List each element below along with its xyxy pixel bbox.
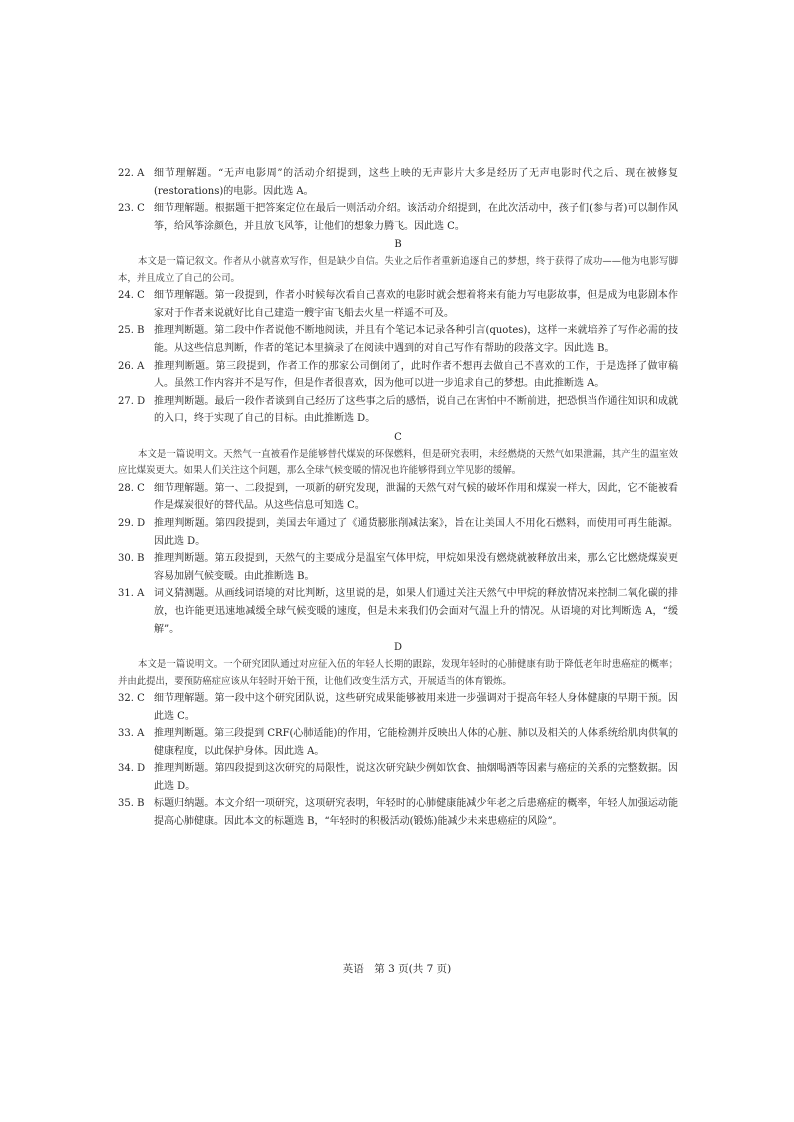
- answer-item: [118, 165, 678, 200]
- answer-item: [118, 795, 678, 830]
- answer-explanation: 推理判断题。第四段提到，美国去年通过了《通货膨胀削减法案》，旨在让美国人不用化石燃料，而使用可再生能源。因此选 D。: [154, 517, 678, 547]
- answer-explanation: 推理判断题。第三段提到，作者工作的那家公司倒闭了，此时作者不想再去做自己不喜欢的工作，于是选择了做审稿人。虽然工作内容并不是写作，但是作者很喜欢，因为他可以进一步追求自己的梦想。由此推断选 A。: [154, 360, 678, 390]
- answer-number: 34. D: [118, 763, 146, 775]
- answer-number: 35. B: [118, 798, 145, 810]
- answer-item: [118, 585, 678, 638]
- answer-number: 29. D: [118, 517, 146, 529]
- answer-item: [118, 725, 678, 760]
- answer-number: 25. B: [118, 325, 145, 337]
- answer-explanation: 细节理解题。“无声电影周”的活动介绍提到，这些上映的无声影片大多是经历了无声电影时代之后、现在被修复(restorations)的电影。因此选 A。: [154, 168, 678, 197]
- answer-number: 32. C: [118, 692, 145, 704]
- answer-number: 33. A: [118, 728, 145, 740]
- section-heading-d: D: [393, 642, 403, 654]
- answer-number: 28. C: [118, 482, 145, 494]
- section-heading-c: C: [394, 431, 402, 443]
- section-heading-b: B: [394, 239, 402, 251]
- answer-content: [118, 165, 678, 831]
- answer-item: [118, 322, 678, 357]
- answer-explanation: 标题归纳题。本文介绍一项研究，这项研究表明，年轻时的心肺健康能减少年老之后患癌症的概率，年轻人加强运动能提高心肺健康。因此本文的标题选 B，“年轻时的积极活动(锻炼)能减少未来患癌症的风险”。: [154, 798, 678, 828]
- answer-item: [118, 480, 678, 515]
- section-intro-d: 本文是一篇说明文。一个研究团队通过对应征入伍的年轻人长期的跟踪，发现年轻时的心肺健康有助于降低老年时患癌症的概率；并由此提出，要预防癌症应该从年轻时开始干预，让他们改变生活方式，开展适当的体育锻炼。: [118, 659, 678, 687]
- answer-item: [118, 550, 678, 585]
- answer-number: 23. C: [118, 203, 145, 215]
- answer-explanation: 推理判断题。第四段提到这次研究的局限性，说这次研究缺少例如饮食、抽烟喝酒等因素与癌症的关系的完整数据。因此选 D。: [154, 763, 678, 792]
- answer-explanation: 细节理解题。第一段中这个研究团队说，这些研究成果能够被用来进一步强调对于提高年轻人身体健康的早期干预。因此选 C。: [154, 692, 678, 722]
- answer-item: [118, 287, 678, 322]
- answer-item: [118, 200, 678, 235]
- answer-number: 27. D: [118, 395, 146, 407]
- section-intro-c: 本文是一篇说明文。天然气一直被看作是能够替代煤炭的环保燃料，但是研究表明，未经燃烧的天然气如果泄漏，其产生的温室效应比煤炭更大。如果人们关注这个问题，那么全球气候变暖的情况也许能够得到立竿见影的缓解。: [118, 448, 678, 477]
- answer-explanation: 推理判断题。第三段提到 CRF(心肺适能)的作用，它能检测并反映出人体的心脏、肺以及相关的人体系统给肌肉供氧的健康程度，以此保护身体。因此选 A。: [154, 728, 678, 757]
- answer-explanation: 细节理解题。第一段提到，作者小时候每次看自己喜欢的电影时就会想着将来有能力写电影故事，但是成为电影剧本作家对于作者来说就好比自己建造一艘宇宙飞船去火星一样遥不可及。: [154, 290, 678, 319]
- section-intro-b: 本文是一篇记叙文。作者从小就喜欢写作，但是缺少自信。失业之后作者重新追逐自己的梦想，终于获得了成功——他为电影写脚本，并且成立了自己的公司。: [118, 256, 678, 284]
- answer-number: 22. A: [118, 168, 145, 179]
- answer-explanation: 细节理解题。第一、二段提到，一项新的研究发现，泄漏的天然气对气候的破坏作用和煤炭一样大，因此，它不能被看作是煤炭很好的替代品。从这些信息可知选 C。: [154, 482, 678, 512]
- answer-explanation: 推理判断题。第五段提到，天然气的主要成分是温室气体甲烷，甲烷如果没有燃烧就被释放出来，那么它比燃烧煤炭更容易加剧气候变暖。由此推断选 B。: [154, 553, 678, 582]
- answer-item: [118, 393, 678, 428]
- answer-item: [118, 760, 678, 795]
- page-footer: 英语 第 3 页(共 7 页): [342, 963, 452, 975]
- answer-explanation: 推理判断题。最后一段作者谈到自己经历了这些事之后的感悟，说自己在害怕中不断前进，把恐惧当作通往知识和成就的入口，终于实现了自己的目标。由此推断选 D。: [154, 395, 678, 425]
- answer-item: [118, 515, 678, 550]
- answer-number: 31. A: [118, 588, 145, 600]
- answer-explanation: 词义猜测题。从画线词语境的对比判断，这里说的是，如果人们通过关注天然气中甲烷的释放情况来控制二氧化碳的排放，也许能更迅速地减缓全球气候变暖的速度，但是未来我们仍会面对气温上升的情况。从语境的对比判断选 A，“缓解”。: [154, 588, 678, 635]
- answer-number: 30. B: [118, 553, 145, 565]
- answer-item: [118, 690, 678, 725]
- answer-number: 26. A: [118, 360, 145, 372]
- answer-number: 24. C: [118, 290, 145, 302]
- answer-explanation: 细节理解题。根据题干把答案定位在最后一则活动介绍。该活动介绍提到，在此次活动中，孩子们(参与者)可以制作风筝，给风筝涂颜色，并且放飞风筝，让他们的想象力腾飞。因此选 C。: [154, 203, 678, 232]
- answer-explanation: 推理判断题。第二段中作者说他不断地阅读，并且有个笔记本记录各种引言(quotes)，这样一来就培养了写作必需的技能。从这些信息判断，作者的笔记本里摘录了在阅读中遇到的对自己写作有帮助的段落文字。因此选 B。: [154, 325, 678, 354]
- answer-item: [118, 358, 678, 393]
